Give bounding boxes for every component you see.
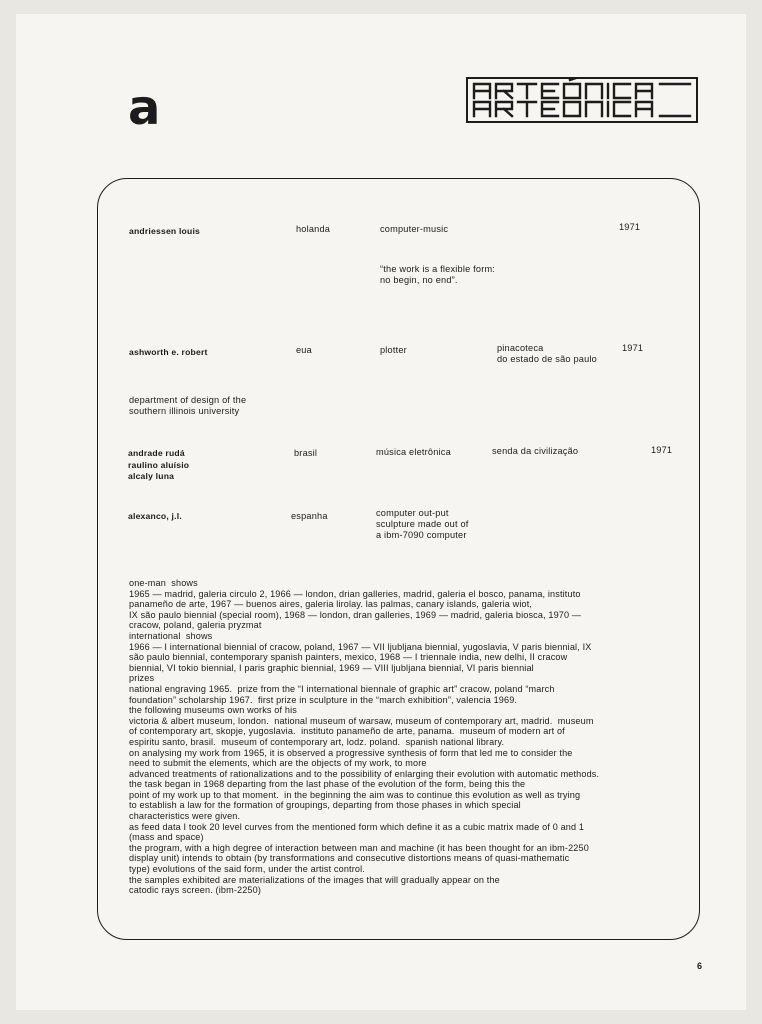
page-number: 6 [697,961,703,971]
artist-country: espanha [291,511,328,521]
artist-medium: computer out-put sculpture made out of a ibm-7090 computer [376,508,469,540]
section-letter: a [128,80,159,136]
artist-biography: one-man shows 1965 — madrid, galeria circulo 2, 1966 — london, drian galleries, madrid, galeria el bosco, panama, instituto panameño de arte, 1967 — buenos aires, galeria lirolay. las palmas, canary islands, galeria wiot, IX são paulo biennial (special room), 1968 — london, dran galleries, 1969 — madrid, galeria biosca, 1970 — cracow, poland, galeria pryzmat international shows 1966 — I international biennial of cracow, poland, 1967 — VII ljubljana biennial, yugoslavia, V paris biennial, IX são paulo biennial, contemporary spanish painters, mexico, 1968 — I triennale india, new delhi, II cracow biennial, VI tokio biennial, I paris graphic biennial, 1969 — VIII ljubljana biennial, VI paris biennial prizes national engraving 1965. prize from the “I international biennale of graphic art” cracow, poland “march foundation” scholarship 1967. first prize in sculpture in the “march exhibition”, valencia 1969. the following museums own works of his victoria & albert museum, london. national museum of warsaw, museum of contemporary art, madrid. museum of contemporary art, skopje, yugoslavia. instituto panameño de arte, panama. museum of modern art of espiritu santo, brasil. museum of contemporary art, lodz. poland. spanish national library. on analysing my work from 1965, it is observed a progressive synthesis of form that led me to consider the need to submit the elements, which are the objects of my work, to more advanced treatments of rationalizations and to the possibility of enlarging their evolution with automatic methods. the task began in 1968 departing from the last phase of the evolution of the form, being this the point of my work up to that moment. in the beginning the aim was to continue this evolution as well as trying to establish a law for the formation of groupings, departing from those phases in which special characteristics were given. as feed data I took 20 level curves from the mentioned form which define it as a cubic matrix made of 0 and 1 (mass and space) the program, with a high degree of interaction between man and machine (it has been thought for an ibm-2250 display unit) intends to obtain (by transformations and consecutive distortions means of quasi-mathematic type) evolutions of the said form, under the artist control. the samples exhibited are materializations of the images that will gradually appear on the catodic rays screen. (ibm-2250) [129,578,600,896]
artist-name: andrade rudá raulino aluísio alcaly luna [128,448,190,481]
artist-year: 1971 [651,445,673,455]
artist-name: ashworth e. robert [129,347,208,357]
artist-medium: música eletrônica [376,447,451,457]
artist-year: 1971 [619,222,641,232]
artist-name: andriessen louis [129,226,201,236]
arteonica-logo [466,77,698,123]
artist-country: brasil [294,448,318,458]
artist-name: alexanco, j.l. [128,511,182,521]
artist-country: holanda [296,224,331,234]
artist-country: eua [296,345,312,355]
artist-location: pinacoteca do estado de são paulo [497,343,597,364]
artist-medium: computer-music [380,224,449,234]
artist-medium: plotter [380,345,407,355]
artist-year: 1971 [622,343,644,353]
artist-affiliation: department of design of the southern illinois university [129,395,247,416]
artist-quote: “the work is a flexible form: no begin, no end”. [380,264,496,285]
work-title: senda da civilização [492,446,579,456]
